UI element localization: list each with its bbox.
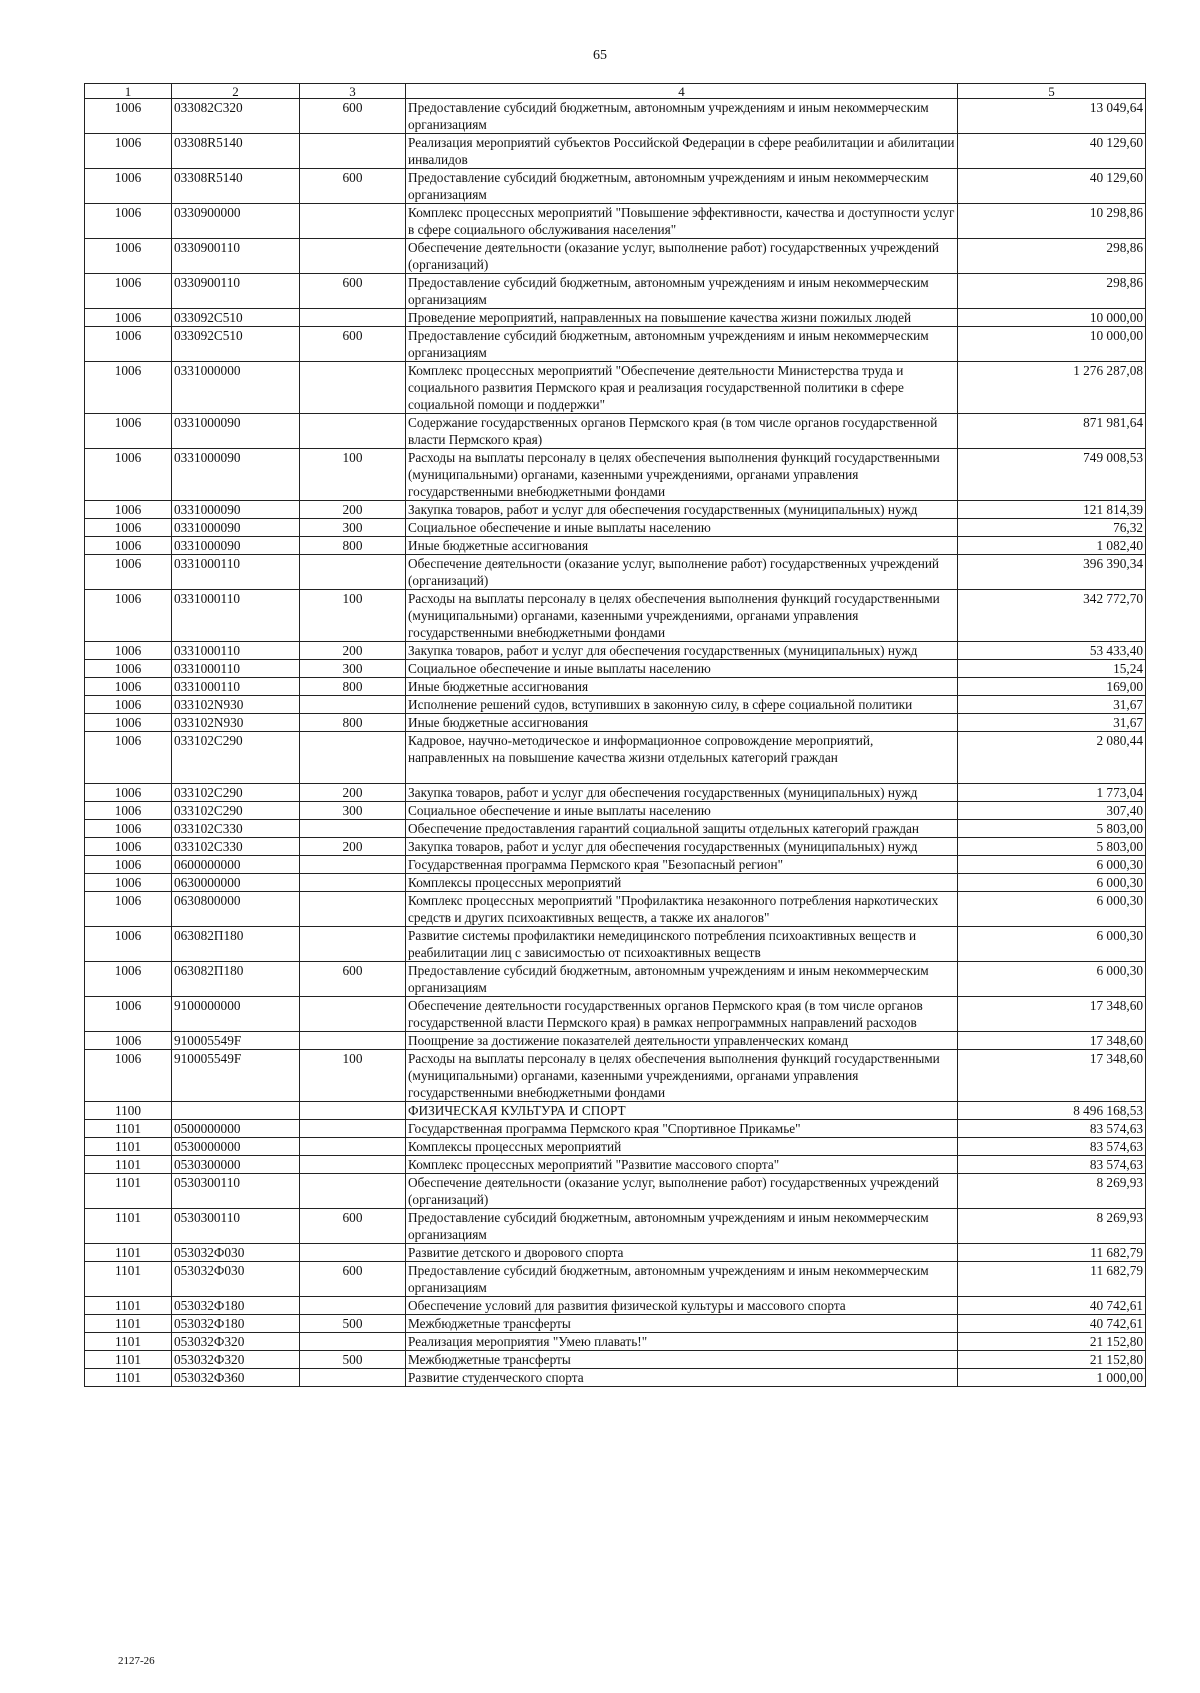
table-row <box>85 962 1146 997</box>
cell-expense-type <box>300 414 406 449</box>
cell-amount: 13 049,64 <box>958 99 1146 134</box>
cell-section: 1006 <box>85 501 172 519</box>
cell-amount: 10 000,00 <box>958 327 1146 362</box>
cell-description: Комплекс процессных мероприятий "Обеспечение деятельности Министерства труда и социального развития Пермского края и реализация государственной политики в сфере социальной помощи и поддержки" <box>406 362 958 414</box>
table-row <box>85 1174 1146 1209</box>
table-body <box>85 99 1146 1387</box>
cell-amount: 1 276 287,08 <box>958 362 1146 414</box>
cell-target-code: 033102С330 <box>172 838 300 856</box>
cell-target-code: 0630000000 <box>172 874 300 892</box>
column-header-4: 4 <box>406 84 958 99</box>
cell-description: Государственная программа Пермского края "Спортивное Прикамье" <box>406 1120 958 1138</box>
cell-description: Расходы на выплаты персоналу в целях обеспечения выполнения функций государственными (муниципальными) органами, казенными учреждениями, органами управления государственными внебюджетными фондами <box>406 1050 958 1102</box>
table-row <box>85 856 1146 874</box>
cell-target-code: 033102С290 <box>172 784 300 802</box>
cell-target-code: 0330900110 <box>172 274 300 309</box>
cell-section: 1101 <box>85 1297 172 1315</box>
cell-expense-type: 300 <box>300 802 406 820</box>
cell-description: ФИЗИЧЕСКАЯ КУЛЬТУРА И СПОРТ <box>406 1102 958 1120</box>
cell-section: 1006 <box>85 802 172 820</box>
cell-section: 1006 <box>85 239 172 274</box>
cell-target-code: 033082С320 <box>172 99 300 134</box>
table-row <box>85 784 1146 802</box>
table-row <box>85 449 1146 501</box>
cell-description: Комплекс процессных мероприятий "Профилактика незаконного потребления наркотических средств и других психоактивных веществ, а также их аналогов" <box>406 892 958 927</box>
cell-amount: 10 000,00 <box>958 309 1146 327</box>
cell-amount: 17 348,60 <box>958 1032 1146 1050</box>
cell-target-code: 0530300110 <box>172 1174 300 1209</box>
cell-description: Закупка товаров, работ и услуг для обеспечения государственных (муниципальных) нужд <box>406 642 958 660</box>
cell-description: Комплекс процессных мероприятий "Повышение эффективности, качества и доступности услуг в сфере социального обслуживания населения" <box>406 204 958 239</box>
table-row <box>85 1262 1146 1297</box>
cell-expense-type <box>300 1032 406 1050</box>
cell-target-code: 053032Ф320 <box>172 1333 300 1351</box>
cell-amount: 31,67 <box>958 696 1146 714</box>
cell-section: 1006 <box>85 660 172 678</box>
cell-amount: 31,67 <box>958 714 1146 732</box>
cell-description: Социальное обеспечение и иные выплаты населению <box>406 519 958 537</box>
cell-amount: 8 496 168,53 <box>958 1102 1146 1120</box>
cell-section: 1101 <box>85 1351 172 1369</box>
cell-expense-type <box>300 696 406 714</box>
cell-target-code: 033102С330 <box>172 820 300 838</box>
cell-amount: 298,86 <box>958 274 1146 309</box>
cell-target-code <box>172 1102 300 1120</box>
cell-amount: 298,86 <box>958 239 1146 274</box>
table-row <box>85 802 1146 820</box>
cell-amount: 5 803,00 <box>958 820 1146 838</box>
cell-target-code: 053032Ф320 <box>172 1351 300 1369</box>
cell-section: 1006 <box>85 169 172 204</box>
cell-description: Межбюджетные трансферты <box>406 1315 958 1333</box>
cell-amount: 17 348,60 <box>958 1050 1146 1102</box>
cell-section: 1006 <box>85 519 172 537</box>
cell-expense-type: 500 <box>300 1315 406 1333</box>
cell-target-code: 053032Ф180 <box>172 1315 300 1333</box>
cell-target-code: 0331000090 <box>172 501 300 519</box>
cell-expense-type: 800 <box>300 714 406 732</box>
cell-amount: 1 773,04 <box>958 784 1146 802</box>
cell-section: 1006 <box>85 204 172 239</box>
cell-expense-type: 100 <box>300 449 406 501</box>
table-header <box>85 84 1146 99</box>
cell-target-code: 063082П180 <box>172 962 300 997</box>
cell-section: 1006 <box>85 327 172 362</box>
table-row <box>85 134 1146 169</box>
cell-amount: 5 803,00 <box>958 838 1146 856</box>
cell-description: Исполнение решений судов, вступивших в законную силу, в сфере социальной политики <box>406 696 958 714</box>
table-row <box>85 678 1146 696</box>
table-row <box>85 590 1146 642</box>
cell-amount: 53 433,40 <box>958 642 1146 660</box>
cell-target-code: 033102С290 <box>172 802 300 820</box>
cell-section: 1006 <box>85 696 172 714</box>
table-row <box>85 1209 1146 1244</box>
cell-amount: 307,40 <box>958 802 1146 820</box>
cell-amount: 40 129,60 <box>958 134 1146 169</box>
table-row <box>85 239 1146 274</box>
cell-section: 1006 <box>85 856 172 874</box>
cell-section: 1101 <box>85 1262 172 1297</box>
cell-description: Реализация мероприятий субъектов Российской Федерации в сфере реабилитации и абилитации инвалидов <box>406 134 958 169</box>
cell-section: 1006 <box>85 590 172 642</box>
cell-amount: 342 772,70 <box>958 590 1146 642</box>
cell-target-code: 0331000110 <box>172 660 300 678</box>
cell-target-code: 0331000110 <box>172 555 300 590</box>
cell-expense-type <box>300 1156 406 1174</box>
cell-section: 1006 <box>85 820 172 838</box>
cell-target-code: 0331000090 <box>172 414 300 449</box>
table-row <box>85 927 1146 962</box>
cell-description: Поощрение за достижение показателей деятельности управленческих команд <box>406 1032 958 1050</box>
cell-target-code: 910005549F <box>172 1050 300 1102</box>
cell-description: Предоставление субсидий бюджетным, автономным учреждениям и иным некоммерческим организациям <box>406 274 958 309</box>
cell-description: Кадровое, научно-методическое и информационное сопровождение мероприятий, направленных на повышение качества жизни отдельных категорий граждан <box>406 732 958 784</box>
cell-amount: 6 000,30 <box>958 856 1146 874</box>
cell-target-code: 910005549F <box>172 1032 300 1050</box>
table-row <box>85 820 1146 838</box>
cell-amount: 396 390,34 <box>958 555 1146 590</box>
cell-description: Государственная программа Пермского края "Безопасный регион" <box>406 856 958 874</box>
cell-amount: 871 981,64 <box>958 414 1146 449</box>
table-row <box>85 501 1146 519</box>
cell-expense-type: 200 <box>300 501 406 519</box>
cell-expense-type: 600 <box>300 99 406 134</box>
cell-expense-type <box>300 555 406 590</box>
table-row <box>85 696 1146 714</box>
column-header-5: 5 <box>958 84 1146 99</box>
cell-description: Предоставление субсидий бюджетным, автономным учреждениям и иным некоммерческим организациям <box>406 1262 958 1297</box>
cell-description: Закупка товаров, работ и услуг для обеспечения государственных (муниципальных) нужд <box>406 501 958 519</box>
cell-description: Комплексы процессных мероприятий <box>406 874 958 892</box>
cell-section: 1101 <box>85 1315 172 1333</box>
cell-section: 1006 <box>85 784 172 802</box>
table-row <box>85 714 1146 732</box>
cell-description: Обеспечение условий для развития физической культуры и массового спорта <box>406 1297 958 1315</box>
cell-expense-type <box>300 820 406 838</box>
cell-target-code: 03308R5140 <box>172 134 300 169</box>
table-row <box>85 1120 1146 1138</box>
cell-description: Социальное обеспечение и иные выплаты населению <box>406 660 958 678</box>
table-row <box>85 1297 1146 1315</box>
cell-description: Иные бюджетные ассигнования <box>406 714 958 732</box>
cell-section: 1101 <box>85 1174 172 1209</box>
cell-section: 1101 <box>85 1156 172 1174</box>
cell-target-code: 0331000090 <box>172 519 300 537</box>
cell-expense-type: 200 <box>300 784 406 802</box>
cell-description: Закупка товаров, работ и услуг для обеспечения государственных (муниципальных) нужд <box>406 838 958 856</box>
cell-expense-type <box>300 1138 406 1156</box>
cell-amount: 83 574,63 <box>958 1138 1146 1156</box>
cell-expense-type <box>300 134 406 169</box>
cell-amount: 8 269,93 <box>958 1209 1146 1244</box>
cell-amount: 11 682,79 <box>958 1244 1146 1262</box>
table-row <box>85 1032 1146 1050</box>
cell-expense-type: 200 <box>300 838 406 856</box>
table-row <box>85 1244 1146 1262</box>
budget-table <box>84 83 1146 1387</box>
cell-expense-type: 600 <box>300 1209 406 1244</box>
cell-description: Обеспечение предоставления гарантий социальной защиты отдельных категорий граждан <box>406 820 958 838</box>
cell-amount: 21 152,80 <box>958 1351 1146 1369</box>
table-row <box>85 362 1146 414</box>
cell-target-code: 033102N930 <box>172 714 300 732</box>
cell-description: Обеспечение деятельности (оказание услуг, выполнение работ) государственных учреждений (организаций) <box>406 555 958 590</box>
cell-target-code: 0600000000 <box>172 856 300 874</box>
cell-section: 1006 <box>85 874 172 892</box>
cell-target-code: 0630800000 <box>172 892 300 927</box>
cell-description: Закупка товаров, работ и услуг для обеспечения государственных (муниципальных) нужд <box>406 784 958 802</box>
cell-amount: 83 574,63 <box>958 1156 1146 1174</box>
cell-expense-type: 800 <box>300 678 406 696</box>
table-row <box>85 892 1146 927</box>
cell-amount: 8 269,93 <box>958 1174 1146 1209</box>
cell-section: 1006 <box>85 1050 172 1102</box>
cell-section: 1006 <box>85 362 172 414</box>
cell-expense-type <box>300 927 406 962</box>
cell-expense-type <box>300 1244 406 1262</box>
column-header-3: 3 <box>300 84 406 99</box>
cell-description: Иные бюджетные ассигнования <box>406 537 958 555</box>
table-row <box>85 874 1146 892</box>
cell-section: 1100 <box>85 1102 172 1120</box>
cell-section: 1101 <box>85 1333 172 1351</box>
cell-description: Обеспечение деятельности (оказание услуг, выполнение работ) государственных учреждений (организаций) <box>406 239 958 274</box>
cell-section: 1101 <box>85 1120 172 1138</box>
cell-description: Расходы на выплаты персоналу в целях обеспечения выполнения функций государственными (муниципальными) органами, казенными учреждениями, органами управления государственными внебюджетными фондами <box>406 590 958 642</box>
cell-description: Обеспечение деятельности государственных органов Пермского края (в том числе органов государственной власти Пермского края) в рамках непрограммных направлений расходов <box>406 997 958 1032</box>
cell-target-code: 0331000110 <box>172 590 300 642</box>
cell-section: 1006 <box>85 714 172 732</box>
cell-section: 1006 <box>85 537 172 555</box>
table-row <box>85 169 1146 204</box>
table-row <box>85 1333 1146 1351</box>
cell-section: 1006 <box>85 449 172 501</box>
column-header-1: 1 <box>85 84 172 99</box>
table-row <box>85 732 1146 784</box>
cell-target-code: 0331000090 <box>172 449 300 501</box>
cell-target-code: 0530300000 <box>172 1156 300 1174</box>
cell-section: 1101 <box>85 1209 172 1244</box>
cell-expense-type: 600 <box>300 274 406 309</box>
table-row <box>85 1369 1146 1387</box>
cell-amount: 17 348,60 <box>958 997 1146 1032</box>
cell-section: 1101 <box>85 1244 172 1262</box>
cell-target-code: 0330900110 <box>172 239 300 274</box>
cell-section: 1006 <box>85 1032 172 1050</box>
cell-description: Предоставление субсидий бюджетным, автономным учреждениям и иным некоммерческим организациям <box>406 962 958 997</box>
cell-expense-type: 200 <box>300 642 406 660</box>
cell-target-code: 033102N930 <box>172 696 300 714</box>
cell-expense-type <box>300 1333 406 1351</box>
cell-amount: 749 008,53 <box>958 449 1146 501</box>
cell-target-code: 0530000000 <box>172 1138 300 1156</box>
cell-expense-type <box>300 1120 406 1138</box>
table-row <box>85 99 1146 134</box>
cell-amount: 40 129,60 <box>958 169 1146 204</box>
cell-target-code: 033102С290 <box>172 732 300 784</box>
cell-target-code: 053032Ф030 <box>172 1262 300 1297</box>
cell-amount: 21 152,80 <box>958 1333 1146 1351</box>
table-row <box>85 1050 1146 1102</box>
cell-section: 1006 <box>85 997 172 1032</box>
cell-target-code: 0331000110 <box>172 678 300 696</box>
cell-expense-type: 300 <box>300 519 406 537</box>
cell-description: Предоставление субсидий бюджетным, автономным учреждениям и иным некоммерческим организациям <box>406 1209 958 1244</box>
column-header-2: 2 <box>172 84 300 99</box>
table-row <box>85 204 1146 239</box>
cell-target-code: 0331000090 <box>172 537 300 555</box>
cell-section: 1006 <box>85 99 172 134</box>
cell-section: 1101 <box>85 1138 172 1156</box>
table-row <box>85 1156 1146 1174</box>
cell-target-code: 053032Ф180 <box>172 1297 300 1315</box>
cell-amount: 10 298,86 <box>958 204 1146 239</box>
table-row <box>85 1351 1146 1369</box>
table-row <box>85 1102 1146 1120</box>
cell-target-code: 033092С510 <box>172 309 300 327</box>
cell-description: Реализация мероприятия "Умею плавать!" <box>406 1333 958 1351</box>
cell-description: Расходы на выплаты персоналу в целях обеспечения выполнения функций государственными (муниципальными) органами, казенными учреждениями, органами управления государственными внебюджетными фондами <box>406 449 958 501</box>
cell-expense-type <box>300 1174 406 1209</box>
cell-target-code: 053032Ф030 <box>172 1244 300 1262</box>
table-row <box>85 660 1146 678</box>
cell-expense-type <box>300 1369 406 1387</box>
table-row <box>85 642 1146 660</box>
cell-description: Комплексы процессных мероприятий <box>406 1138 958 1156</box>
cell-expense-type <box>300 732 406 784</box>
footer-document-code: 2127-26 <box>118 1655 155 1667</box>
cell-amount: 40 742,61 <box>958 1315 1146 1333</box>
cell-target-code: 0530300110 <box>172 1209 300 1244</box>
cell-description: Социальное обеспечение и иные выплаты населению <box>406 802 958 820</box>
table-row <box>85 519 1146 537</box>
cell-amount: 121 814,39 <box>958 501 1146 519</box>
table-row <box>85 555 1146 590</box>
cell-section: 1006 <box>85 274 172 309</box>
cell-section: 1006 <box>85 732 172 784</box>
cell-amount: 1 000,00 <box>958 1369 1146 1387</box>
cell-amount: 2 080,44 <box>958 732 1146 784</box>
cell-expense-type <box>300 997 406 1032</box>
cell-description: Развитие детского и дворового спорта <box>406 1244 958 1262</box>
table-row <box>85 414 1146 449</box>
cell-description: Комплекс процессных мероприятий "Развитие массового спорта" <box>406 1156 958 1174</box>
cell-description: Проведение мероприятий, направленных на повышение качества жизни пожилых людей <box>406 309 958 327</box>
cell-section: 1006 <box>85 642 172 660</box>
cell-target-code: 0330900000 <box>172 204 300 239</box>
cell-section: 1006 <box>85 838 172 856</box>
cell-amount: 169,00 <box>958 678 1146 696</box>
cell-expense-type: 500 <box>300 1351 406 1369</box>
cell-expense-type <box>300 204 406 239</box>
cell-description: Развитие студенческого спорта <box>406 1369 958 1387</box>
cell-section: 1006 <box>85 892 172 927</box>
cell-description: Предоставление субсидий бюджетным, автономным учреждениям и иным некоммерческим организациям <box>406 169 958 204</box>
cell-amount: 6 000,30 <box>958 892 1146 927</box>
table-row <box>85 327 1146 362</box>
table-row <box>85 1138 1146 1156</box>
cell-expense-type <box>300 874 406 892</box>
cell-target-code: 0331000000 <box>172 362 300 414</box>
cell-expense-type: 600 <box>300 1262 406 1297</box>
cell-amount: 1 082,40 <box>958 537 1146 555</box>
table-row <box>85 537 1146 555</box>
cell-target-code: 0500000000 <box>172 1120 300 1138</box>
cell-section: 1006 <box>85 927 172 962</box>
cell-amount: 76,32 <box>958 519 1146 537</box>
cell-amount: 6 000,30 <box>958 962 1146 997</box>
cell-target-code: 053032Ф360 <box>172 1369 300 1387</box>
cell-expense-type: 600 <box>300 327 406 362</box>
cell-section: 1006 <box>85 309 172 327</box>
cell-expense-type: 800 <box>300 537 406 555</box>
cell-expense-type: 600 <box>300 169 406 204</box>
table-row <box>85 274 1146 309</box>
table-row <box>85 838 1146 856</box>
table-row <box>85 1315 1146 1333</box>
cell-target-code: 033092С510 <box>172 327 300 362</box>
cell-expense-type <box>300 856 406 874</box>
cell-section: 1006 <box>85 555 172 590</box>
cell-target-code: 0331000110 <box>172 642 300 660</box>
cell-section: 1006 <box>85 678 172 696</box>
cell-expense-type <box>300 239 406 274</box>
cell-section: 1006 <box>85 134 172 169</box>
cell-amount: 83 574,63 <box>958 1120 1146 1138</box>
cell-expense-type <box>300 362 406 414</box>
page-number: 65 <box>593 48 607 63</box>
cell-amount: 6 000,30 <box>958 927 1146 962</box>
cell-description: Межбюджетные трансферты <box>406 1351 958 1369</box>
cell-expense-type <box>300 892 406 927</box>
cell-expense-type: 100 <box>300 1050 406 1102</box>
cell-expense-type <box>300 1297 406 1315</box>
cell-description: Развитие системы профилактики немедицинского потребления психоактивных веществ и реабилитации лиц с зависимостью от психоактивных веществ <box>406 927 958 962</box>
header-row <box>85 84 1146 99</box>
cell-target-code: 9100000000 <box>172 997 300 1032</box>
cell-expense-type <box>300 309 406 327</box>
cell-description: Обеспечение деятельности (оказание услуг, выполнение работ) государственных учреждений (организаций) <box>406 1174 958 1209</box>
cell-description: Содержание государственных органов Пермского края (в том числе органов государственной власти Пермского края) <box>406 414 958 449</box>
cell-amount: 11 682,79 <box>958 1262 1146 1297</box>
table-row <box>85 309 1146 327</box>
cell-amount: 6 000,30 <box>958 874 1146 892</box>
table-row <box>85 997 1146 1032</box>
cell-expense-type <box>300 1102 406 1120</box>
cell-target-code: 03308R5140 <box>172 169 300 204</box>
cell-amount: 40 742,61 <box>958 1297 1146 1315</box>
cell-description: Предоставление субсидий бюджетным, автономным учреждениям и иным некоммерческим организациям <box>406 99 958 134</box>
cell-target-code: 063082П180 <box>172 927 300 962</box>
cell-amount: 15,24 <box>958 660 1146 678</box>
cell-section: 1006 <box>85 414 172 449</box>
cell-description: Предоставление субсидий бюджетным, автономным учреждениям и иным некоммерческим организациям <box>406 327 958 362</box>
cell-section: 1101 <box>85 1369 172 1387</box>
cell-expense-type: 300 <box>300 660 406 678</box>
cell-expense-type: 600 <box>300 962 406 997</box>
cell-section: 1006 <box>85 962 172 997</box>
cell-description: Иные бюджетные ассигнования <box>406 678 958 696</box>
cell-expense-type: 100 <box>300 590 406 642</box>
